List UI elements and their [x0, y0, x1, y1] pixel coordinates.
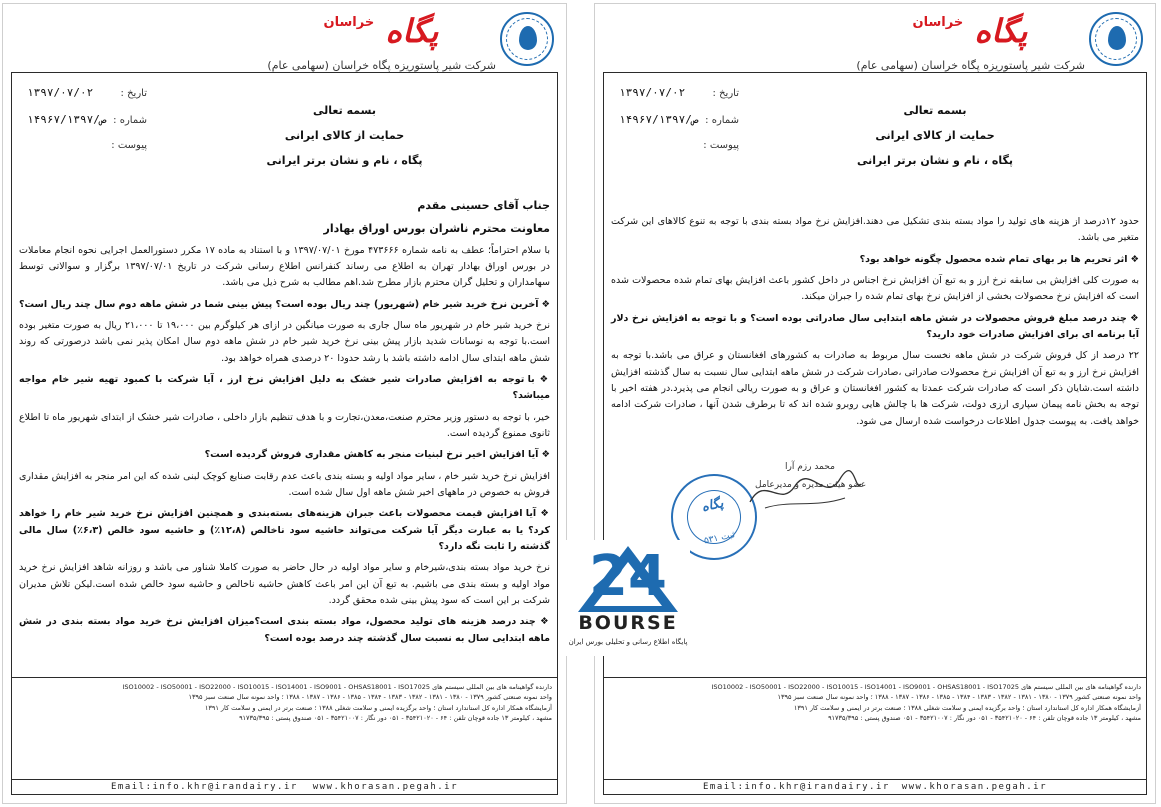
question-1: ❖ آخرین نرخ خرید شیر خام (شهریور) چند ریال بوده است؟ پیش بینی شما در شش ماهه دوم سال چند ریال است؟ — [19, 297, 550, 313]
signer-title: عضو هیئت مدیره و مدیرعامل — [755, 480, 867, 490]
intro-paragraph: با سلام احتراماً؛ عطف به نامه شماره ۴۷۳۶۶۶ مورخ ۱۳۹۷/۰۷/۰۱ و با استناد به ماده ۱۷ مکرر دستورالعمل اجرایی نحوه انجام معاملات در بورس اوراق بهادار تهران به اطلاع می رساند کنفرانس اطلاع رسانی شرکت در تاریخ ۱۳۹۷/۰۷/۰۱ برگزار و سوالاتی توسط سهامداران و تحلیل گران محترم بازار مطرح شد.اهم مطالب به شرح ذیل می باشد. — [19, 244, 551, 289]
heading-support: حمایت از کالای ایرانی — [875, 129, 995, 142]
bourse-watermark-logo — [566, 540, 690, 656]
letter-meta — [619, 86, 739, 167]
number-label: شماره : — [705, 115, 739, 126]
date-label: تاریخ : — [120, 88, 147, 99]
footer-email[interactable]: Email:info.khr@irandairy.ir — [703, 782, 890, 793]
number-label: شماره : — [113, 115, 147, 126]
company-name: شرکت شیر پاستوریزه پگاه خراسان (سهامی عام) — [267, 59, 496, 72]
date-value: ۱۳۹۷/۰۷/۰۲ — [619, 86, 686, 99]
question-3: ❖ آیا افزایش اخیر نرخ لبنیات منجر به کاهش مقداری فروش گردیده است؟ — [19, 447, 550, 463]
answer-6: به صورت کلی افزایش بی سابقه نرخ ارز و به تبع آن افزایش نرخ اجناس در داخل کشور باعث افزایش بهای تمام شده محصولات شده است که افزایش نرخ محصولات بخشی از افزایش نرخ بهای تمام شده را جبران میکند. — [611, 274, 1139, 303]
answer-4: نرخ خرید مواد بسته بندی،شیرخام و سایر مواد اولیه در حال حاضر به صورت کاملا شناور می باشد و روزانه شاهد افزایش نرخ خرید مواد اولیه و بسته بندی می باشیم. به تبع آن این امر باعث کاهش حاشیه ناخالص و حاشیه سود خالص شده است.لیکن تلاش مدیران شرکت بر این است که سود پیش بینی شده محقق گردد. — [19, 562, 550, 607]
letter-headings — [755, 104, 1115, 179]
footer-lab: آزمایشگاه همکار اداره کل استاندارد استان ؛ واحد برگزیده ایمنی و سلامت شغلی ۱۳۸۸ ؛ صنعت برتر در ایمنی و سلامت کار ۱۳۹۱ — [204, 703, 552, 712]
heading-slogan: پگاه ، نام و نشان برتر ایرانی — [266, 154, 423, 167]
date-label: تاریخ : — [712, 88, 739, 99]
attachment-label: پیوست : — [703, 140, 739, 151]
heading-support: حمایت از کالای ایرانی — [284, 129, 405, 142]
letter-page-2 — [594, 3, 1156, 804]
question-2: ❖ با توجه به افزایش صادرات شیر خشک به دلیل افزایش نرخ ارز ، آیا شرکت با کمبود تهیه شیر خام مواجه میباشد؟ — [19, 372, 550, 405]
answer-2: خیر، با توجه به دستور وزیر محترم صنعت،معدن،تجارت و با هدف تنظیم بازار داخلی ، صادرات شیر خشک از ابتدای شهریور ماه تا اطلاع ثانوی ممنوع گردیده است. — [19, 411, 550, 440]
heading-slogan: پگاه ، نام و نشان برتر ایرانی — [856, 154, 1014, 167]
signer-name: محمد رزم آرا — [785, 462, 835, 472]
brand-region: خراسان — [323, 15, 375, 30]
heading-basmala: بسمه تعالی — [903, 104, 967, 117]
answer-1: نرخ خرید شیر خام در شهریور ماه سال جاری به صورت میانگین در ازای هر کیلوگرم بین ۱۹،۰۰۰ تا ۲۱،۰۰۰ ریال به صورت متغیر بوده است.با توجه به نوسانات شدید بازار پیش بینی نرخ خرید شیر خام در شش ماهه دوم سال امکان پذیر نمی باشد درصورتی که روند شش ماهه ابتدای سال ادامه داشته باشد با رشد حدودا ۲۰ درصدی همراه خواهد بود. — [19, 320, 550, 364]
letter-body-1 — [19, 197, 550, 652]
letter-body-2 — [611, 214, 1139, 435]
answer-3: افزایش نرخ خرید شیر خام ، سایر مواد اولیه و بسته بندی باعث عدم رقابت صنایع کوچک لبنی شده که این امر منجر به افزایش مقداری فروش به خصوص در ماههای اخیر شش ماهه اول سال شده است. — [19, 470, 550, 499]
brand-wordmark: پگاه — [385, 12, 439, 50]
brand-wordmark: پگاه — [974, 12, 1028, 50]
footer-awards: واحد نمونه صنعتی کشور ۱۳۷۹ - ۱۳۸۰ - ۱۳۸۱ - ۱۳۸۲ - ۱۳۸۳ - ۱۳۸۴ - ۱۳۸۵ - ۱۳۸۶ - ۱۳۸۷ - ۱۳۸۸ ؛ واحد نمونه سال صنعت سبز ۱۳۹۵ — [777, 693, 1141, 702]
question-5: ❖ چند درصد هزینه های تولید محصول، مواد بسته بندی است؟میزان افزایش نرخ خرید مواد بسته بندی در شش ماهه ابتدایی سال به نسبت سال گذشته چند درصد بوده است؟ — [19, 614, 550, 647]
letter-headings — [163, 104, 526, 179]
date-value: ۱۳۹۷/۰۷/۰۲ — [27, 86, 94, 99]
number-value: ۱۴۹۶۷/ص/۱۳۹۷ — [27, 113, 107, 126]
footer-website[interactable]: www.khorasan.pegah.ir — [901, 782, 1047, 793]
stamp-registration: ثبت ۵۳۱ — [703, 530, 736, 547]
footer-website[interactable]: www.khorasan.pegah.ir — [312, 782, 458, 793]
addressee: جناب آقای حسینی مقدم — [417, 199, 550, 212]
pegah-emblem-icon — [500, 12, 554, 66]
footer-awards: واحد نمونه صنعتی کشور ۱۳۷۹ - ۱۳۸۰ - ۱۳۸۱ - ۱۳۸۲ - ۱۳۸۳ - ۱۳۸۴ - ۱۳۸۵ - ۱۳۸۶ - ۱۳۸۷ - ۱۳۸۸ ؛ واحد نمونه سال صنعت سبز ۱۳۹۵ — [188, 693, 552, 702]
letter-footer-2 — [603, 677, 1147, 795]
brand-region: خراسان — [912, 15, 964, 30]
brand-logo — [266, 14, 496, 56]
pegah-emblem-icon — [1089, 12, 1143, 66]
letter-footer-1 — [11, 677, 558, 795]
footer-certificates: دارنده گواهینامه های بین المللی سیستم های ISO10002 - ISO50001 - ISO22000 - ISO10015 - ISO14001 - ISO9001 - OHSAS18001 - ISO17025 — [122, 683, 552, 691]
question-4: ❖ آیا افزایش قیمت محصولات باعث جبران هزینه‌های بسته‌بندی و همچنین افزایش نرخ خرید شیر خام را خواهد کرد؟ یا به عبارت دیگر آیا شرکت می‌تواند حاشیه سود ناخالص (۱۲،۸٪) و حاشیه سود خالص (۶،۳٪) سال مالی گذشته را ثابت نگه دارد؟ — [19, 506, 550, 555]
bourse-subtitle: پایگاه اطلاع رسانی و تحلیلی بورس ایران — [568, 638, 688, 646]
footer-certificates: دارنده گواهینامه های بین المللی سیستم های ISO10002 - ISO50001 - ISO22000 - ISO10015 - ISO14001 - ISO9001 - OHSAS18001 - ISO17025 — [711, 683, 1141, 691]
footer-address: مشهد ، کیلومتر ۱۳ جاده قوچان تلفن : ۶۴ - ۳۵۴۲۱۰۲۰ - ۰۵۱ دور نگار : ۳۵۴۲۱۰۰۷ - ۰۵۱ صندوق پستی : ۹۱۷۳۵/۳۹۵ — [239, 714, 552, 723]
footer-contacts — [603, 779, 1147, 795]
brand-logo — [855, 14, 1085, 56]
attachment-label: پیوست : — [111, 140, 147, 151]
answer-7: ۲۲ درصد از کل فروش شرکت در شش ماهه نخست سال مربوط به صادرات به کشورهای افغانستان و عراق می باشد.با توجه به افزایش نرخ ارز و به تبع آن افزایش نرخ محصولات صادراتی ،صادرات شرکت در شش ماهه ابتدایی سال نسبت به سال گذشته افزایش داشته است.شایان ذکر است که صادرات شرکت عمدتا به کشور افغانستان و عراق و به صورت ریالی انجام می پذیرد.در هفته اخیر با توجه به بخش نامه پیمان سپاری ارزی دولت، شرکت ها با چالش هایی روبرو شده اند که تا برطرف شدن آنها ، صادرات شرکت ادامه خواهد یافت. به پیوست جدول اطلاعات درخواست شده ارسال می شود. — [611, 350, 1139, 427]
heading-basmala: بسمه تعالی — [313, 104, 376, 117]
footer-contacts — [11, 779, 558, 795]
letter-meta — [27, 86, 147, 167]
question-7: ❖ چند درصد مبلغ فروش محصولات در شش ماهه ابتدایی سال صادراتی بوده است؟ و با توجه به افزایش نرخ دلار آیا برنامه ای برای افزایش صادرات خود دارید؟ — [611, 311, 1139, 344]
footer-address: مشهد ، کیلومتر ۱۳ جاده قوچان تلفن : ۶۴ - ۳۵۴۲۱۰۲۰ - ۰۵۱ دور نگار : ۳۵۴۲۱۰۰۷ - ۰۵۱ صندوق پستی : ۹۱۷۳۵/۳۹۵ — [828, 714, 1141, 723]
answer-5: حدود ۱۲درصد از هزینه های تولید را مواد بسته بندی تشکیل می دهند.افزایش نرخ مواد بسته بندی با توجه به تنوع کالاهای این شرکت متغیر می باشد. — [611, 216, 1139, 244]
company-name: شرکت شیر پاستوریزه پگاه خراسان (سهامی عام) — [856, 59, 1085, 72]
letter-page-1 — [2, 3, 567, 804]
bourse-name: BOURSE — [578, 612, 678, 634]
stamp-mark: پگاه — [700, 495, 725, 516]
question-6: ❖ اثر تحریم ها بر بهای تمام شده محصول چگونه خواهد بود؟ — [611, 252, 1139, 268]
addressee-title: معاونت محترم ناشران بورس اوراق بهادار — [323, 221, 550, 235]
footer-email[interactable]: Email:info.khr@irandairy.ir — [111, 782, 298, 793]
bourse-number: 24 — [589, 544, 667, 609]
number-value: ۱۴۹۶۷/ص/۱۳۹۷ — [619, 113, 699, 126]
footer-lab: آزمایشگاه همکار اداره کل استاندارد استان ؛ واحد برگزیده ایمنی و سلامت شغلی ۱۳۸۸ ؛ صنعت برتر در ایمنی و سلامت کار ۱۳۹۱ — [793, 703, 1141, 712]
